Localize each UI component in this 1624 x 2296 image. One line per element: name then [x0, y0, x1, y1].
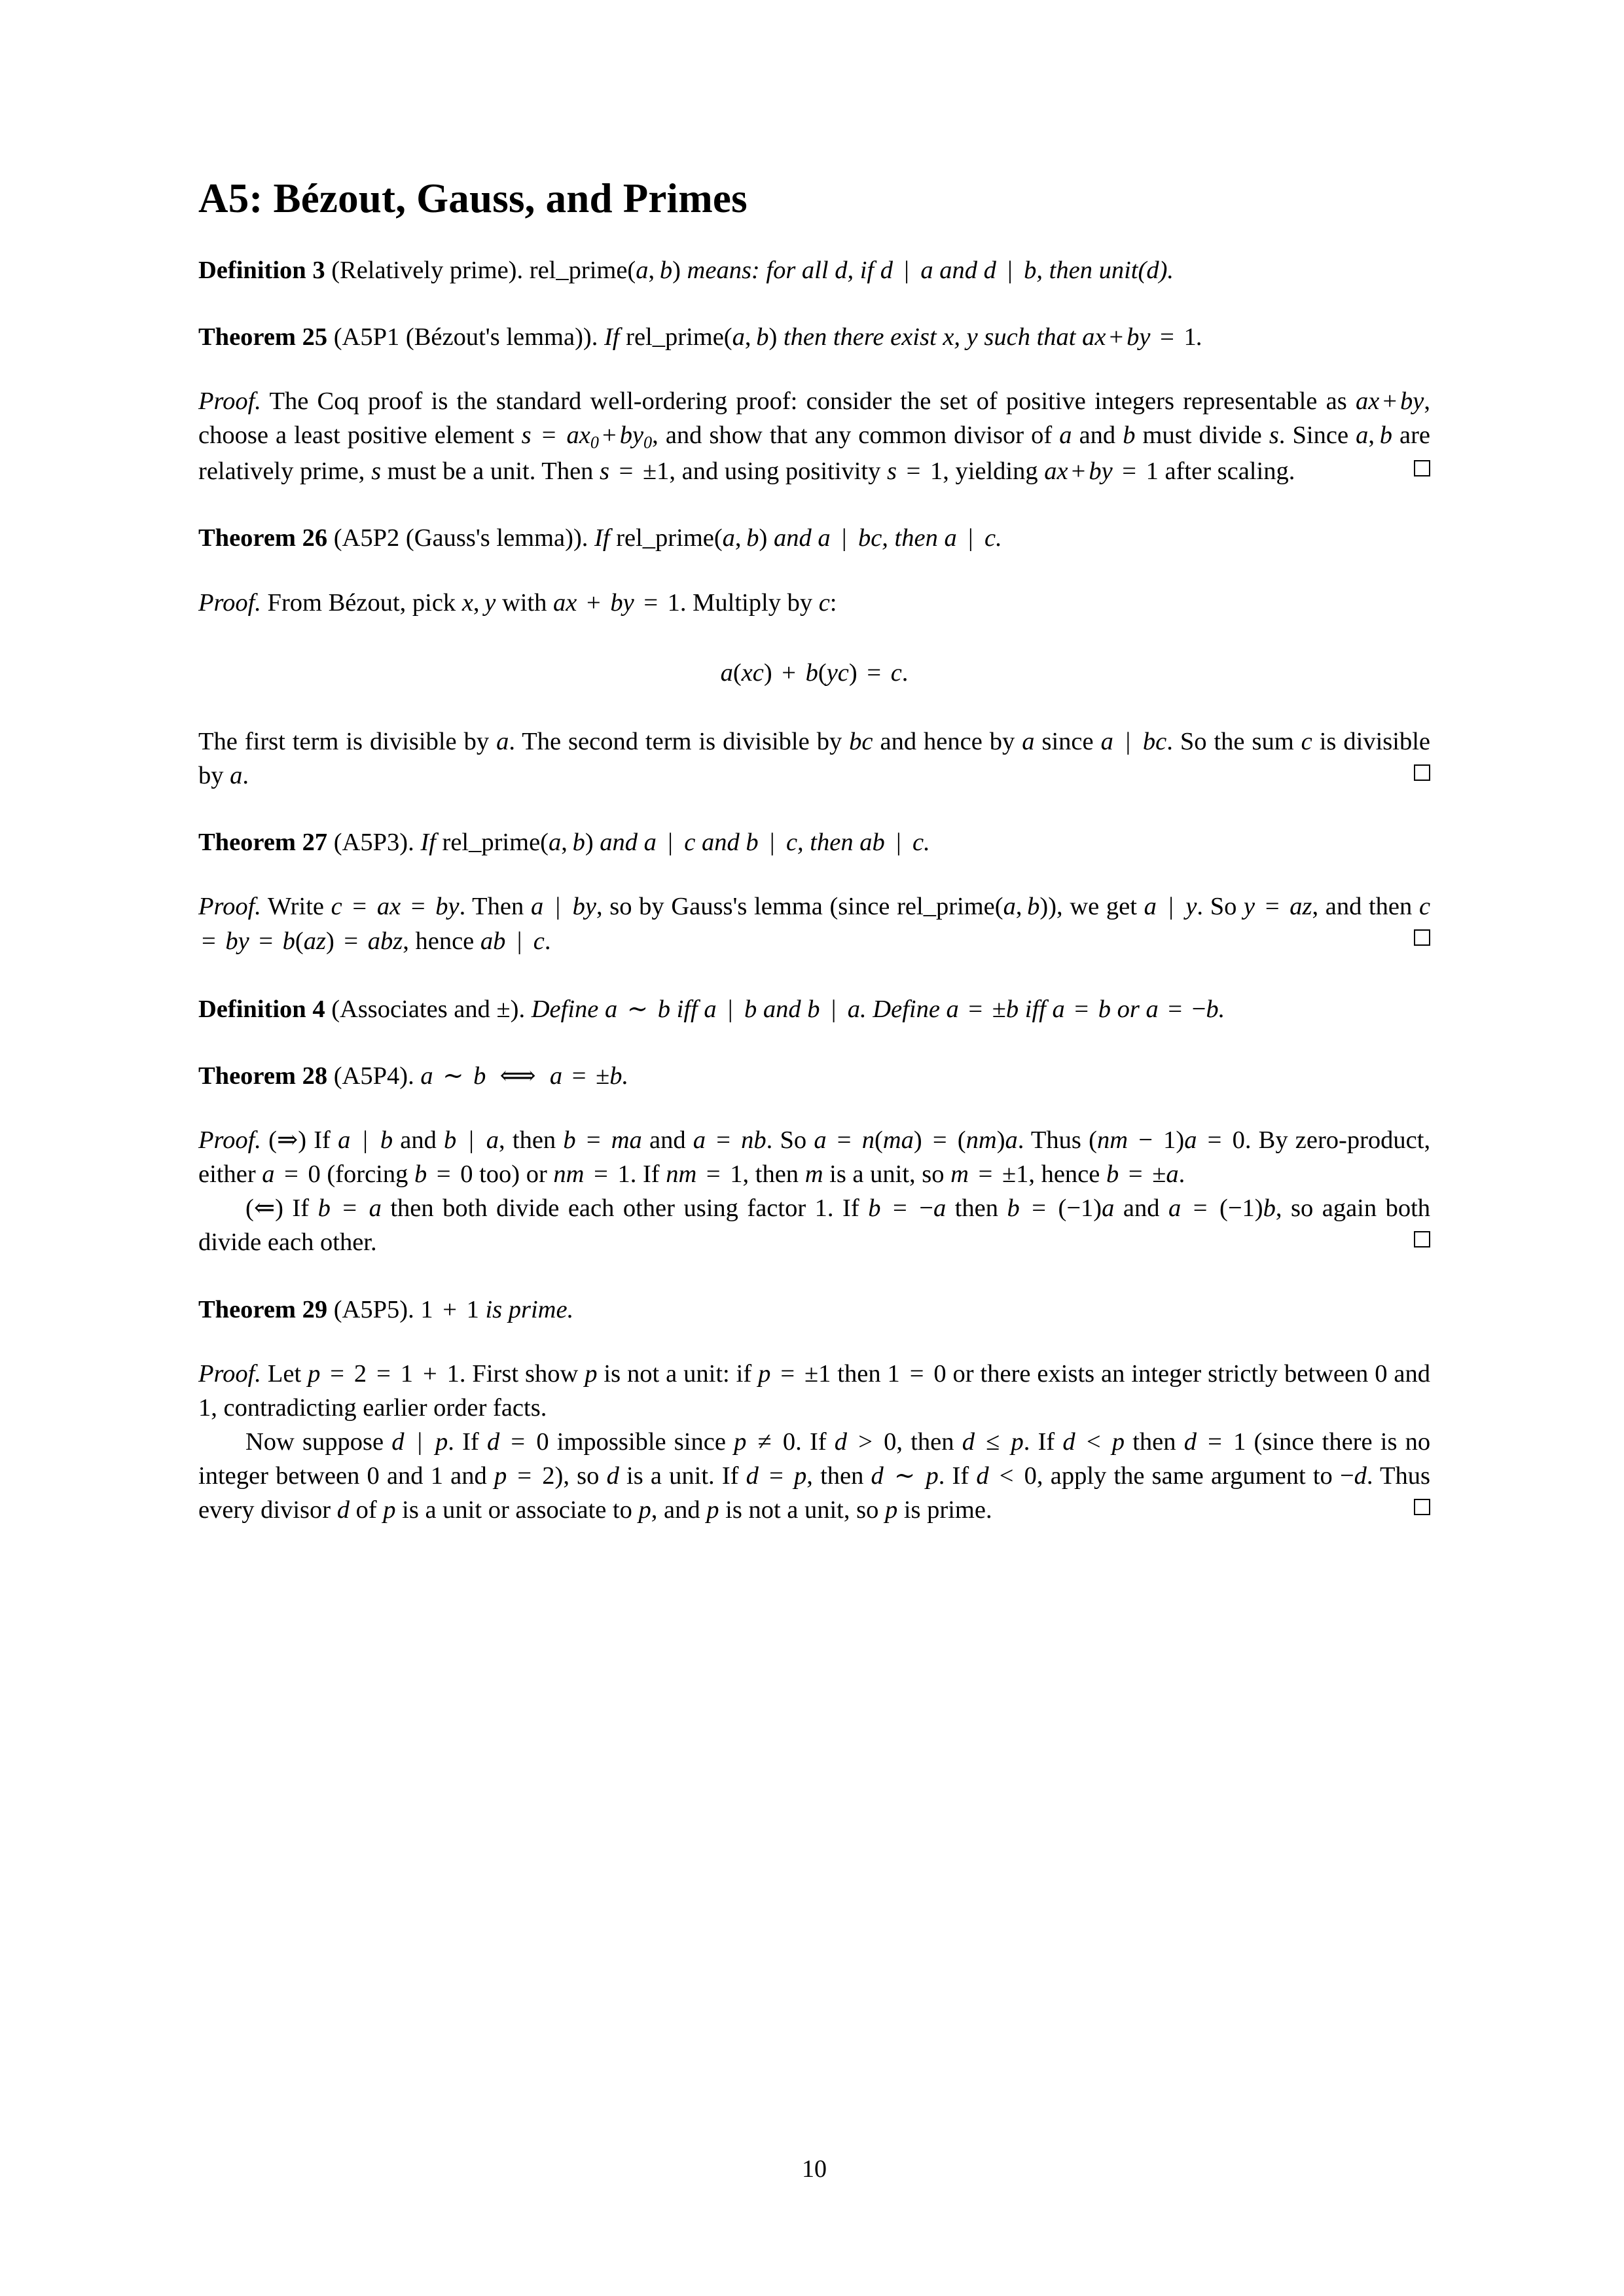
proof-28-label: Proof. — [198, 1126, 261, 1155]
qed-symbol — [1414, 928, 1430, 950]
theorem-28-block — [198, 1059, 1430, 1093]
qed-symbol — [1367, 1229, 1430, 1251]
theorem-25-label: Theorem 25 — [198, 323, 328, 351]
qed-symbol — [1414, 762, 1430, 785]
proof-27-label: Proof. — [198, 893, 261, 921]
proof-29-block-1: Proof. Let p = 2 = 1 + 1. First show p is not a unit: if p = ±1 then 1 = 0 or there exists an integer strictly between 0 and 1, contradicting earlier order facts. — [198, 1359, 1430, 1422]
proof-26-equation: a(xc) + b(yc) = c. — [720, 658, 909, 687]
proof-26-block-2: The first term is divisible by a. The second term is divisible by bc and hence by a since a | bc. So the sum c is divisible by a. — [198, 727, 1430, 790]
proof-27-block: Proof. Write c = ax = by. Then a | by, so by Gauss's lemma (since rel_prime(a, b)), we get a | y. So y = az, and then c = by = b(az) = abz, hence ab | c. — [198, 891, 1431, 955]
proof-28-block-2: (⇐) If b = a then both divide each other using factor 1. If b = −a then b = (−1)a and a = (−1)b, so again both divide each other. — [198, 1194, 1431, 1257]
proof-25-block: Proof. The Coq proof is the standard well-ordering proof: consider the set of positive integers representable as ax + by, choose a least positive element $s = ax_0 + by_0$, and show that any common divisor of a and b must divide s. Since a, b are relatively prime, s must be a unit. Then s = ±1, and using positivity s = 1, yielding ax + by = 1 after scaling. — [198, 387, 1431, 486]
theorem-27-label: Theorem 27 — [198, 829, 328, 857]
theorem-25-name: (A5P1 (Bézout's lemma)). — [333, 323, 598, 351]
proof-28-block-1: Proof. (⇒) If a | b and b | a, then b = ma and a = nb. So a = n(ma) = (nm)a. Thus (nm − 1)a = 0. By zero-product, either a = 0 (forcing b = 0 too) or nm = 1. If nm = 1, then m is a unit, so m = ±1, hence b = ±a. — [198, 1126, 1431, 1189]
theorem-29-name: (A5P5). — [333, 1295, 414, 1323]
theorem-29-label: Theorem 29 — [198, 1295, 328, 1323]
theorem-26-label: Theorem 26 — [198, 524, 328, 552]
theorem-28-statement: a ∼ b ⟺ a = ±b. — [420, 1062, 629, 1090]
definition-3-statement: means: for all d, if d | a and d | b, then unit(d). — [687, 257, 1174, 284]
definition-3-block: Definition 3 (Relatively prime). rel_prime(a, b) means: for all d, if d | a and d | b, then unit(d). — [198, 255, 1174, 284]
theorem-25-statement: If rel_prime(a, b) then there exist x, y such that ax + by = 1. — [604, 322, 1203, 351]
definition-3-label: Definition 3 — [198, 257, 325, 284]
definition-4-name: (Associates and ±). — [331, 995, 526, 1023]
definition-4-statement: Define a ∼ b iff a | b and b | a. Define a = ±b iff a = b or a = −b. — [531, 995, 1225, 1023]
theorem-25-block — [198, 320, 1430, 354]
definition-4-label: Definition 4 — [198, 995, 325, 1023]
theorem-27-name: (A5P3). — [333, 829, 414, 857]
definition-3-name: (Relatively prime). — [331, 257, 524, 284]
theorem-28-label: Theorem 28 — [198, 1062, 328, 1090]
definition-4-block — [198, 992, 1430, 1026]
theorem-26-statement: If rel_prime(a, b) and a | bc, then a | c. — [594, 523, 1002, 552]
proof-26-label: Proof. — [198, 588, 261, 617]
proof-25-label: Proof. — [198, 387, 261, 416]
theorem-29-statement: 1 + 1 is prime. — [420, 1295, 574, 1323]
theorem-26-block — [198, 521, 1430, 555]
theorem-27-block — [198, 825, 1430, 859]
qed-symbol — [1367, 1497, 1430, 1519]
theorem-29-block — [198, 1293, 1430, 1327]
theorem-28-name: (A5P4). — [333, 1062, 414, 1090]
page-number: 10 — [802, 2155, 827, 2183]
theorem-26-name: (A5P2 (Gauss's lemma)). — [333, 524, 588, 552]
proof-26-block-1: Proof. From Bézout, pick x, y with ax + by = 1. Multiply by c: — [198, 588, 837, 617]
theorem-27-statement: If rel_prime(a, b) and a | c and b | c, then ab | c. — [420, 827, 930, 857]
qed-symbol — [1414, 458, 1430, 480]
proof-29-block-2: Now suppose d | p. If d = 0 impossible since p ≠ 0. If d > 0, then d ≤ p. If d < p then d = 1 (since there is no integer between 0 and 1 and p = 2), so d is a unit. If d = p, then d ∼ p. If d < 0, apply the same argument to −d. Thus every divisor d of p is a unit or associate to p, and p is not a unit, so p is prime. — [198, 1428, 1431, 1524]
proof-29-label: Proof. — [198, 1359, 261, 1388]
page-title: A5: Bézout, Gauss, and Primes — [198, 175, 748, 221]
page-content — [198, 0, 1430, 2296]
